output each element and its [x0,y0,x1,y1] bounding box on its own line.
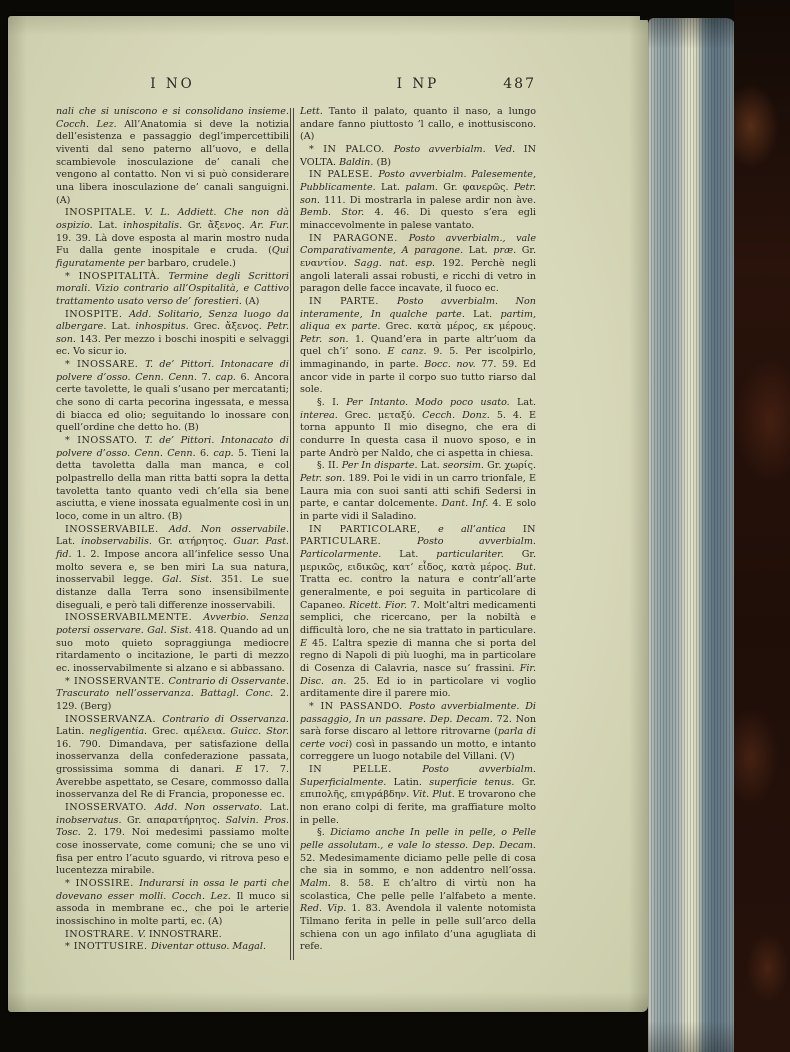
page-number: 487 [503,76,536,92]
dictionary-entry: * INOSSERVANTE. Contrario di Osservante. Trascurato nell’osservanza. Battagl. Conc. 2. 129. (Berg) [56,675,290,712]
dictionary-entry: IN PARTICOLARE, e all’antica IN PARTICULARE. Posto avverbialm. Particolarmente. Lat. particulariter. Gr. μερικῶς, ειδικῶς, κατ’ εἶδος, κατὰ μέρος. But. Tratta ec. contro la natura e contr’all’arte generalmente, e poi seguita in particolare di Capaneo. Ricett. Fior. 7. Molt’altri medicamenti semplici, che ricercano, per la nobiltà e difficultà loro, che ne sia trattato in particulare. E 45. L’altra spezie di manna che si porta del regno di Napoli di più luoghi, ma in particolare di Cosenza di Calavria, nasce su’ frassini. Fir. Disc. an. 25. Ed io in particolare vi voglio arditamente dire il parere mio. [300,523,537,700]
dictionary-entry: * IN PALCO. Posto avverbialm. Ved. IN VOLTA. Baldin. (B) [300,143,536,168]
dictionary-entry: INOSSERVABILE. Add. Non osservabile. Lat. inobservabilis. Gr. ατήρητος. Guar. Past. fid. 1. 2. Impose ancora all’infelice sesso Una molto severa e, se ben miri La sua natura, inosservabil legge. Gal. Sist. 351. Le sue distanze dalla Terra sono insensibilmente diseguali, e però tali differenze inosservabili. [56,523,290,611]
dictionary-entry: INOSPITE. Add. Solitario, Senza luogo da albergare. Lat. inhospitus. Grec. ἄξενος. Petr. son. 143. Per mezzo i boschi inospiti e selvaggi ec. Vo sicur io. [56,308,289,358]
dictionary-entry: INOSSERVATO. Add. Non osservato. Lat. inobservatus. Gr. απαρατήρητος. Salvin. Pros. Tosc. 2. 179. Noi medesimi passiamo molte cose inosservate, come comuni; che se uno vi fisa per entro l’acuto sguardo, vi ritrova peso e lucentezza mirabile. [56,802,289,877]
column-divider [290,108,294,960]
dictionary-entry: §. II. Per In disparte. Lat. seorsim. Gr. χωρίς. Petr. son. 189. Poi le vidi in un carro trionfale, E Laura mia con suoi santi atti schifi Sedersi in parte, e cantar dolcemente. Dant. Inf. 4. E solo in parte vidi il Saladino. [300,460,537,522]
running-head [8,76,648,94]
dictionary-entry: §. I. Per Intanto. Modo poco usato. Lat. interea. Grec. μεταξύ. Cecch. Donz. 5. 4. E torna appunto Il mio disegno, che era di condurre In questa casa il nuovo sposo, e in parte Andrò per Naldo, che ci aspetta in chiesa. [300,397,537,459]
dictionary-entry: IN PARTE. Posto avverbialm. Non interamente, In qualche parte. Lat. partim, aliqua ex parte. Grec. κατὰ μέρος, εκ μέρους. Petr. son. 1. Quand’era in parte altr’uom da quel ch’i’ sono. E canz. 9. 5. Per iscolpirlo, immaginando, in parte. Bocc. nov. 77. 59. Ed ancor vide in parte il corpo suo tutto riarso dal sole. [300,295,537,396]
dictionary-entry: nali che si uniscono e si consolidano insieme. Cocch. Lez. All’Anatomia si deve la notizia dell’esistenza e passaggio degl’impercettibili viventi dal seno paterno all’uovo, e della scambievole inosculazione de’ canali che vengono al contatto. Non vi si può considerare una libera inosculazione de’ canali sanguigni. (A) [56,106,289,206]
dictionary-entry: IN PELLE. Posto avverbialm. Superficialmente. Latin. superficie tenus. Gr. επιπολῆς, επιγράβδην. Vit. Plut. E trovarono che non erano colpi di ferite, ma graffiature molto in pelle. [300,764,536,826]
book-cover [734,0,790,1052]
dictionary-entry: §. Diciamo anche In pelle in pelle, o Pelle pelle assolutam., e vale lo stesso. Dep. Decam. 52. Medesimamente diciamo pelle pelle di cosa che sia in sommo, e non addentro nell’ossa. Malm. 8. 58. E ch’altro di virtù non ha scolastica, Che pelle pelle l’alfabeto a mente. Red. Vip. 1. 83. Avendola il valente notomista Tilmano ferita in pelle in pelle sull’arco della schiena con un ago infilato d’una agugliata di refe. [300,827,537,953]
dictionary-entry: IN PALESE. Posto avverbialm. Palesemente, Pubblicamente. Lat. palam. Gr. φανερῶς. Petr. son. 111. Di mostrarla in palese ardir non àve. Bemb. Stor. 4. 46. Di questo s’era egli minaccevolmente in palese vantato. [300,169,536,231]
dictionary-entry: * IN PASSANDO. Posto avverbialmente. Di passaggio, In un passare. Dep. Decam. 72. Non sarà forse discaro al lettore ritrovarne (parla di certe voci) così in passando un motto, e intanto correggere un luogo notabile del Villani. (V) [300,700,537,763]
dictionary-entry: * INOSSARE. T. de’ Pittori. Intonacare di polvere d’osso. Cenn. Cenn. 7. cap. 6. Ancora certe tavolette, le quali s’usano per mercatanti; che sono di carta pecorina ingessata, e messa di biacca ed olio; seguitando lo inossare con quell’ordine che detto ho. (B) [56,359,289,434]
text-column-right [300,106,536,954]
dictionary-entry: * INOSSATO. T. de’ Pittori. Intonacato di polvere d’osso. Cenn. Cenn. 6. cap. 5. Tieni la detta tavoletta dalla man manca, e col polpastrello della man ritta batti sopra la detta tavoletta tanto quanto vedi ch’ella sia bene asciutta, e viene inossata egualmente così in un loco, come in un altro. (B) [56,435,289,522]
book-page [8,16,648,1012]
dictionary-entry: INOSPITALE. V. L. Addiett. Che non dà ospizio. Lat. inhospitalis. Gr. ἄξενος. Ar. Fur. 19. 39. Là dove esposta al marin mostro nuda Fu dalla gente inospitale e cruda. (Qui figuratamente per barbaro, crudele.) [56,207,289,269]
dictionary-entry: * INOSPITALITÀ. Termine degli Scrittori morali. Vizio contrario all’Ospitalità, e Cattivo trattamento usato verso de’ forestieri. (A) [56,270,289,307]
text-column-left [56,106,289,954]
dictionary-entry: INOSSERVANZA. Contrario di Osservanza. Latin. negligentia. Grec. αμέλεια. Guicc. Stor. 16. 790. Dimandava, per satisfazione della inosservanza della confederazione passata, grossissima somma di danari. E 17. 7. Averebbe aspettato, se Cesare, commosso dalla inosservanza del Re di Francia, proponesse ec. [56,713,290,801]
dictionary-entry: * INOSSIRE. Indurarsi in ossa le parti che dovevano esser molli. Cocch. Lez. Il muco si assoda in membrane ec., che poi le arterie inossischino in molte parti, ec. (A) [56,878,290,927]
running-head-left: I NO [150,76,195,92]
dictionary-entry: INOSSERVABILMENTE. Avverbio. Senza potersi osservare. Gal. Sist. 418. Quando ad un suo moto quieto sopraggiunga mediocre ritardamento o incitazione, le parti di mezzo ec. inosservabilmente si alzano e si abbassano. [56,612,289,674]
running-head-right: I NP [396,76,440,92]
dictionary-entry: IN PARAGONE. Posto avverbialm., vale Comparativamente, A paragone. Lat. præ. Gr. εναντίον. Sagg. nat. esp. 192. Perchè negli angoli laterali assai robusti, e ricchi di vetro in paragon delle facce incavate, il fuoco ec. [300,232,537,295]
page-edges [648,18,736,1052]
dictionary-entry: Lett. Tanto il palato, quanto il naso, a lungo andare fanno piuttosto ’l callo, e inottusiscono. (A) [300,106,536,143]
dictionary-entry: INOSTRARE. V. INNOSTRARE. [65,928,222,940]
dictionary-entry: * INOTTUSIRE. Diventar ottuso. Magal. [65,941,267,953]
